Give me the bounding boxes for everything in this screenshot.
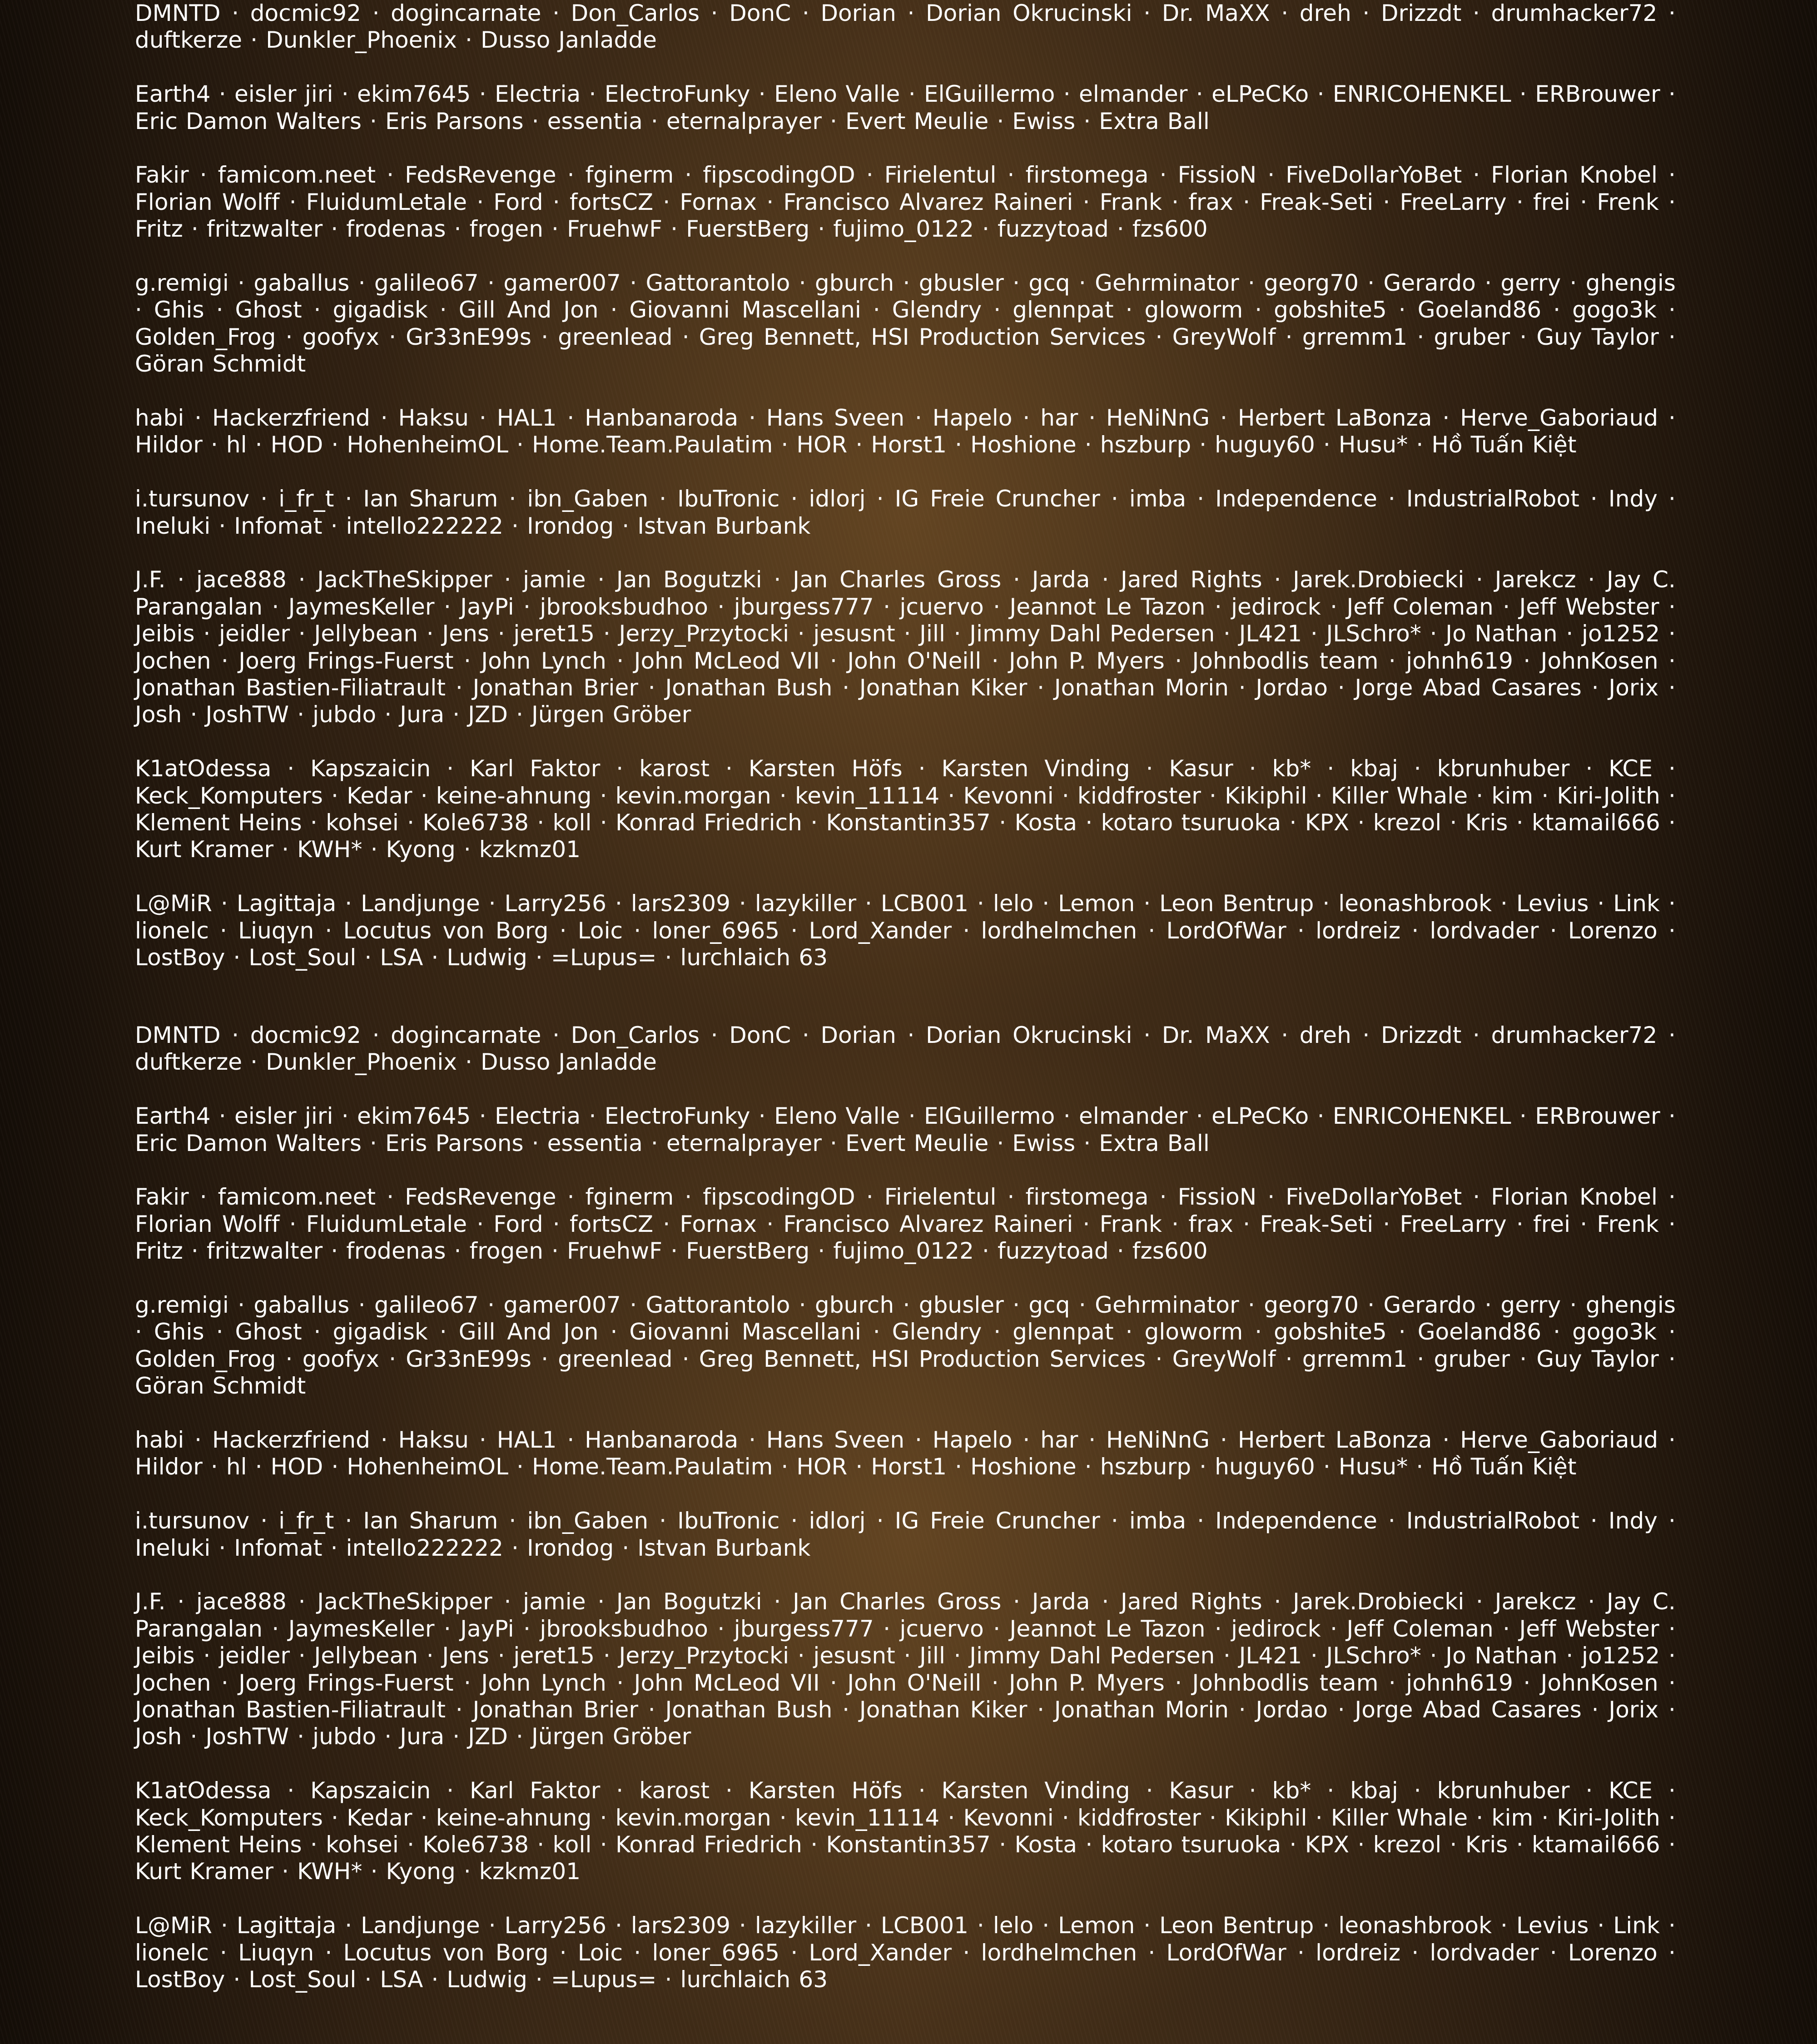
credits-group-k: K1atOdessa · Kapszaicin · Karl Faktor · karost · Karsten Höfs · Karsten Vinding · Kasur · kb* · kbaj · kbrunhuber · KCE · Keck_Komputers · Kedar · keine-ahnung · kevin.morgan · kevin_11114 · Kevonni · kiddfroster · Kikiphil · Killer Whale · kim · Kiri-Jolith · Klement Heins · kohsei · Kole6738 · koll · Konrad Friedrich · Konstantin357 · Kosta · kotaro tsuruoka · KPX · krezol · Kris · ktamail666 · Kurt Kramer · KWH* · Kyong · kzkmz01: [135, 1777, 1676, 1885]
credits-group-f: Fakir · famicom.neet · FedsRevenge · fginerm · fipscodingOD · Firielentul · firstomega · FissioN · FiveDollarYoBet · Florian Knobel · Florian Wolff · FluidumLetale · Ford · fortsCZ · Fornax · Francisco Alvarez Raineri · Frank · frax · Freak-Seti · FreeLarry · frei · Frenk · Fritz · fritzwalter · frodenas · frogen · FruehwF · FuerstBerg · fujimo_0122 · fuzzytoad · fzs600: [135, 162, 1676, 243]
credits-group-h: habi · Hackerzfriend · Haksu · HAL1 · Hanbanaroda · Hans Sveen · Hapelo · har · HeNiNnG · Herbert LaBonza · Herve_Gaboriaud · Hildor · hl · HOD · HohenheimOL · Home.Team.Paulatim · HOR · Horst1 · Hoshione · hszburp · huguy60 · Husu* · Hồ Tuấn Kiệt: [135, 405, 1676, 459]
credits-group-g: g.remigi · gaballus · galileo67 · gamer007 · Gattorantolo · gburch · gbusler · gcq · Gehrminator · georg70 · Gerardo · gerry · ghengis · Ghis · Ghost · gigadisk · Gill And Jon · Giovanni Mascellani · Glendry · glennpat · gloworm · gobshite5 · Goeland86 · gogo3k · Golden_Frog · goofyx · Gr33nE99s · greenlead · Greg Bennett, HSI Production Services · GreyWolf · grremm1 · gruber · Guy Taylor · Göran Schmidt: [135, 1292, 1676, 1400]
credits-group-e: Earth4 · eisler jiri · ekim7645 · Electria · ElectroFunky · Eleno Valle · ElGuillermo · elmander · eLPeCKo · ENRICOHENKEL · ERBrouwer · Eric Damon Walters · Eris Parsons · essentia · eternalprayer · Evert Meulie · Ewiss · Extra Ball: [135, 1103, 1676, 1157]
credits-group-h: habi · Hackerzfriend · Haksu · HAL1 · Hanbanaroda · Hans Sveen · Hapelo · har · HeNiNnG · Herbert LaBonza · Herve_Gaboriaud · Hildor · hl · HOD · HohenheimOL · Home.Team.Paulatim · HOR · Horst1 · Hoshione · hszburp · huguy60 · Husu* · Hồ Tuấn Kiệt: [135, 1427, 1676, 1481]
credits-group-d: DMNTD · docmic92 · dogincarnate · Don_Carlos · DonC · Dorian · Dorian Okrucinski · Dr. MaXX · dreh · Drizzdt · drumhacker72 · duftkerze · Dunkler_Phoenix · Dusso Janladde: [135, 0, 1676, 54]
credits-group-j: J.F. · jace888 · JackTheSkipper · jamie · Jan Bogutzki · Jan Charles Gross · Jarda · Jared Rights · Jarek.Drobiecki · Jarekcz · Jay C. Parangalan · JaymesKeller · JayPi · jbrooksbudhoo · jburgess777 · jcuervo · Jeannot Le Tazon · jedirock · Jeff Coleman · Jeff Webster · Jeibis · jeidler · Jellybean · Jens · jeret15 · Jerzy_Przytocki · jesusnt · Jill · Jimmy Dahl Pedersen · JL421 · JLSchro* · Jo Nathan · jo1252 · Jochen · Joerg Frings-Fuerst · John Lynch · John McLeod VII · John O'Neill · John P. Myers · Johnbodlis team · johnh619 · JohnKosen · Jonathan Bastien-Filiatrault · Jonathan Brier · Jonathan Bush · Jonathan Kiker · Jonathan Morin · Jordao · Jorge Abad Casares · Jorix · Josh · JoshTW · jubdo · Jura · JZD · Jürgen Gröber: [135, 566, 1676, 728]
credits-group-l: L@MiR · Lagittaja · Landjunge · Larry256 · lars2309 · lazykiller · LCB001 · lelo · Lemon · Leon Bentrup · leonashbrook · Levius · Link · lionelc · Liuqyn · Locutus von Borg · Loic · loner_6965 · Lord_Xander · lordhelmchen · LordOfWar · lordreiz · lordvader · Lorenzo · LostBoy · Lost_Soul · LSA · Ludwig · =Lupus= · lurchlaich 63: [135, 1912, 1676, 1993]
credits-group-e: Earth4 · eisler jiri · ekim7645 · Electria · ElectroFunky · Eleno Valle · ElGuillermo · elmander · eLPeCKo · ENRICOHENKEL · ERBrouwer · Eric Damon Walters · Eris Parsons · essentia · eternalprayer · Evert Meulie · Ewiss · Extra Ball: [135, 81, 1676, 135]
credits-group-j: J.F. · jace888 · JackTheSkipper · jamie · Jan Bogutzki · Jan Charles Gross · Jarda · Jared Rights · Jarek.Drobiecki · Jarekcz · Jay C. Parangalan · JaymesKeller · JayPi · jbrooksbudhoo · jburgess777 · jcuervo · Jeannot Le Tazon · jedirock · Jeff Coleman · Jeff Webster · Jeibis · jeidler · Jellybean · Jens · jeret15 · Jerzy_Przytocki · jesusnt · Jill · Jimmy Dahl Pedersen · JL421 · JLSchro* · Jo Nathan · jo1252 · Jochen · Joerg Frings-Fuerst · John Lynch · John McLeod VII · John O'Neill · John P. Myers · Johnbodlis team · johnh619 · JohnKosen · Jonathan Bastien-Filiatrault · Jonathan Brier · Jonathan Bush · Jonathan Kiker · Jonathan Morin · Jordao · Jorge Abad Casares · Jorix · Josh · JoshTW · jubdo · Jura · JZD · Jürgen Gröber: [135, 1588, 1676, 1750]
credits-group-g: g.remigi · gaballus · galileo67 · gamer007 · Gattorantolo · gburch · gbusler · gcq · Gehrminator · georg70 · Gerardo · gerry · ghengis · Ghis · Ghost · gigadisk · Gill And Jon · Giovanni Mascellani · Glendry · glennpat · gloworm · gobshite5 · Goeland86 · gogo3k · Golden_Frog · goofyx · Gr33nE99s · greenlead · Greg Bennett, HSI Production Services · GreyWolf · grremm1 · gruber · Guy Taylor · Göran Schmidt: [135, 270, 1676, 378]
credits-group-i: i.tursunov · i_fr_t · Ian Sharum · ibn_Gaben · IbuTronic · idlorj · IG Freie Cruncher · imba · Independence · IndustrialRobot · Indy · Ineluki · Infomat · intello222222 · Irondog · Istvan Burbank: [135, 1508, 1676, 1562]
credits-group-f: Fakir · famicom.neet · FedsRevenge · fginerm · fipscodingOD · Firielentul · firstomega · FissioN · FiveDollarYoBet · Florian Knobel · Florian Wolff · FluidumLetale · Ford · fortsCZ · Fornax · Francisco Alvarez Raineri · Frank · frax · Freak-Seti · FreeLarry · frei · Frenk · Fritz · fritzwalter · frodenas · frogen · FruehwF · FuerstBerg · fujimo_0122 · fuzzytoad · fzs600: [135, 1184, 1676, 1265]
credits-group-l: L@MiR · Lagittaja · Landjunge · Larry256 · lars2309 · lazykiller · LCB001 · lelo · Lemon · Leon Bentrup · leonashbrook · Levius · Link · lionelc · Liuqyn · Locutus von Borg · Loic · loner_6965 · Lord_Xander · lordhelmchen · LordOfWar · lordreiz · lordvader · Lorenzo · LostBoy · Lost_Soul · LSA · Ludwig · =Lupus= · lurchlaich 63: [135, 890, 1676, 971]
credits-group-k: K1atOdessa · Kapszaicin · Karl Faktor · karost · Karsten Höfs · Karsten Vinding · Kasur · kb* · kbaj · kbrunhuber · KCE · Keck_Komputers · Kedar · keine-ahnung · kevin.morgan · kevin_11114 · Kevonni · kiddfroster · Kikiphil · Killer Whale · kim · Kiri-Jolith · Klement Heins · kohsei · Kole6738 · koll · Konrad Friedrich · Konstantin357 · Kosta · kotaro tsuruoka · KPX · krezol · Kris · ktamail666 · Kurt Kramer · KWH* · Kyong · kzkmz01: [135, 755, 1676, 863]
credits-group-i: i.tursunov · i_fr_t · Ian Sharum · ibn_Gaben · IbuTronic · idlorj · IG Freie Cruncher · imba · Independence · IndustrialRobot · Indy · Ineluki · Infomat · intello222222 · Irondog · Istvan Burbank: [135, 486, 1676, 540]
credits-group-d: DMNTD · docmic92 · dogincarnate · Don_Carlos · DonC · Dorian · Dorian Okrucinski · Dr. MaXX · dreh · Drizzdt · drumhacker72 · duftkerze · Dunkler_Phoenix · Dusso Janladde: [135, 1022, 1676, 1076]
